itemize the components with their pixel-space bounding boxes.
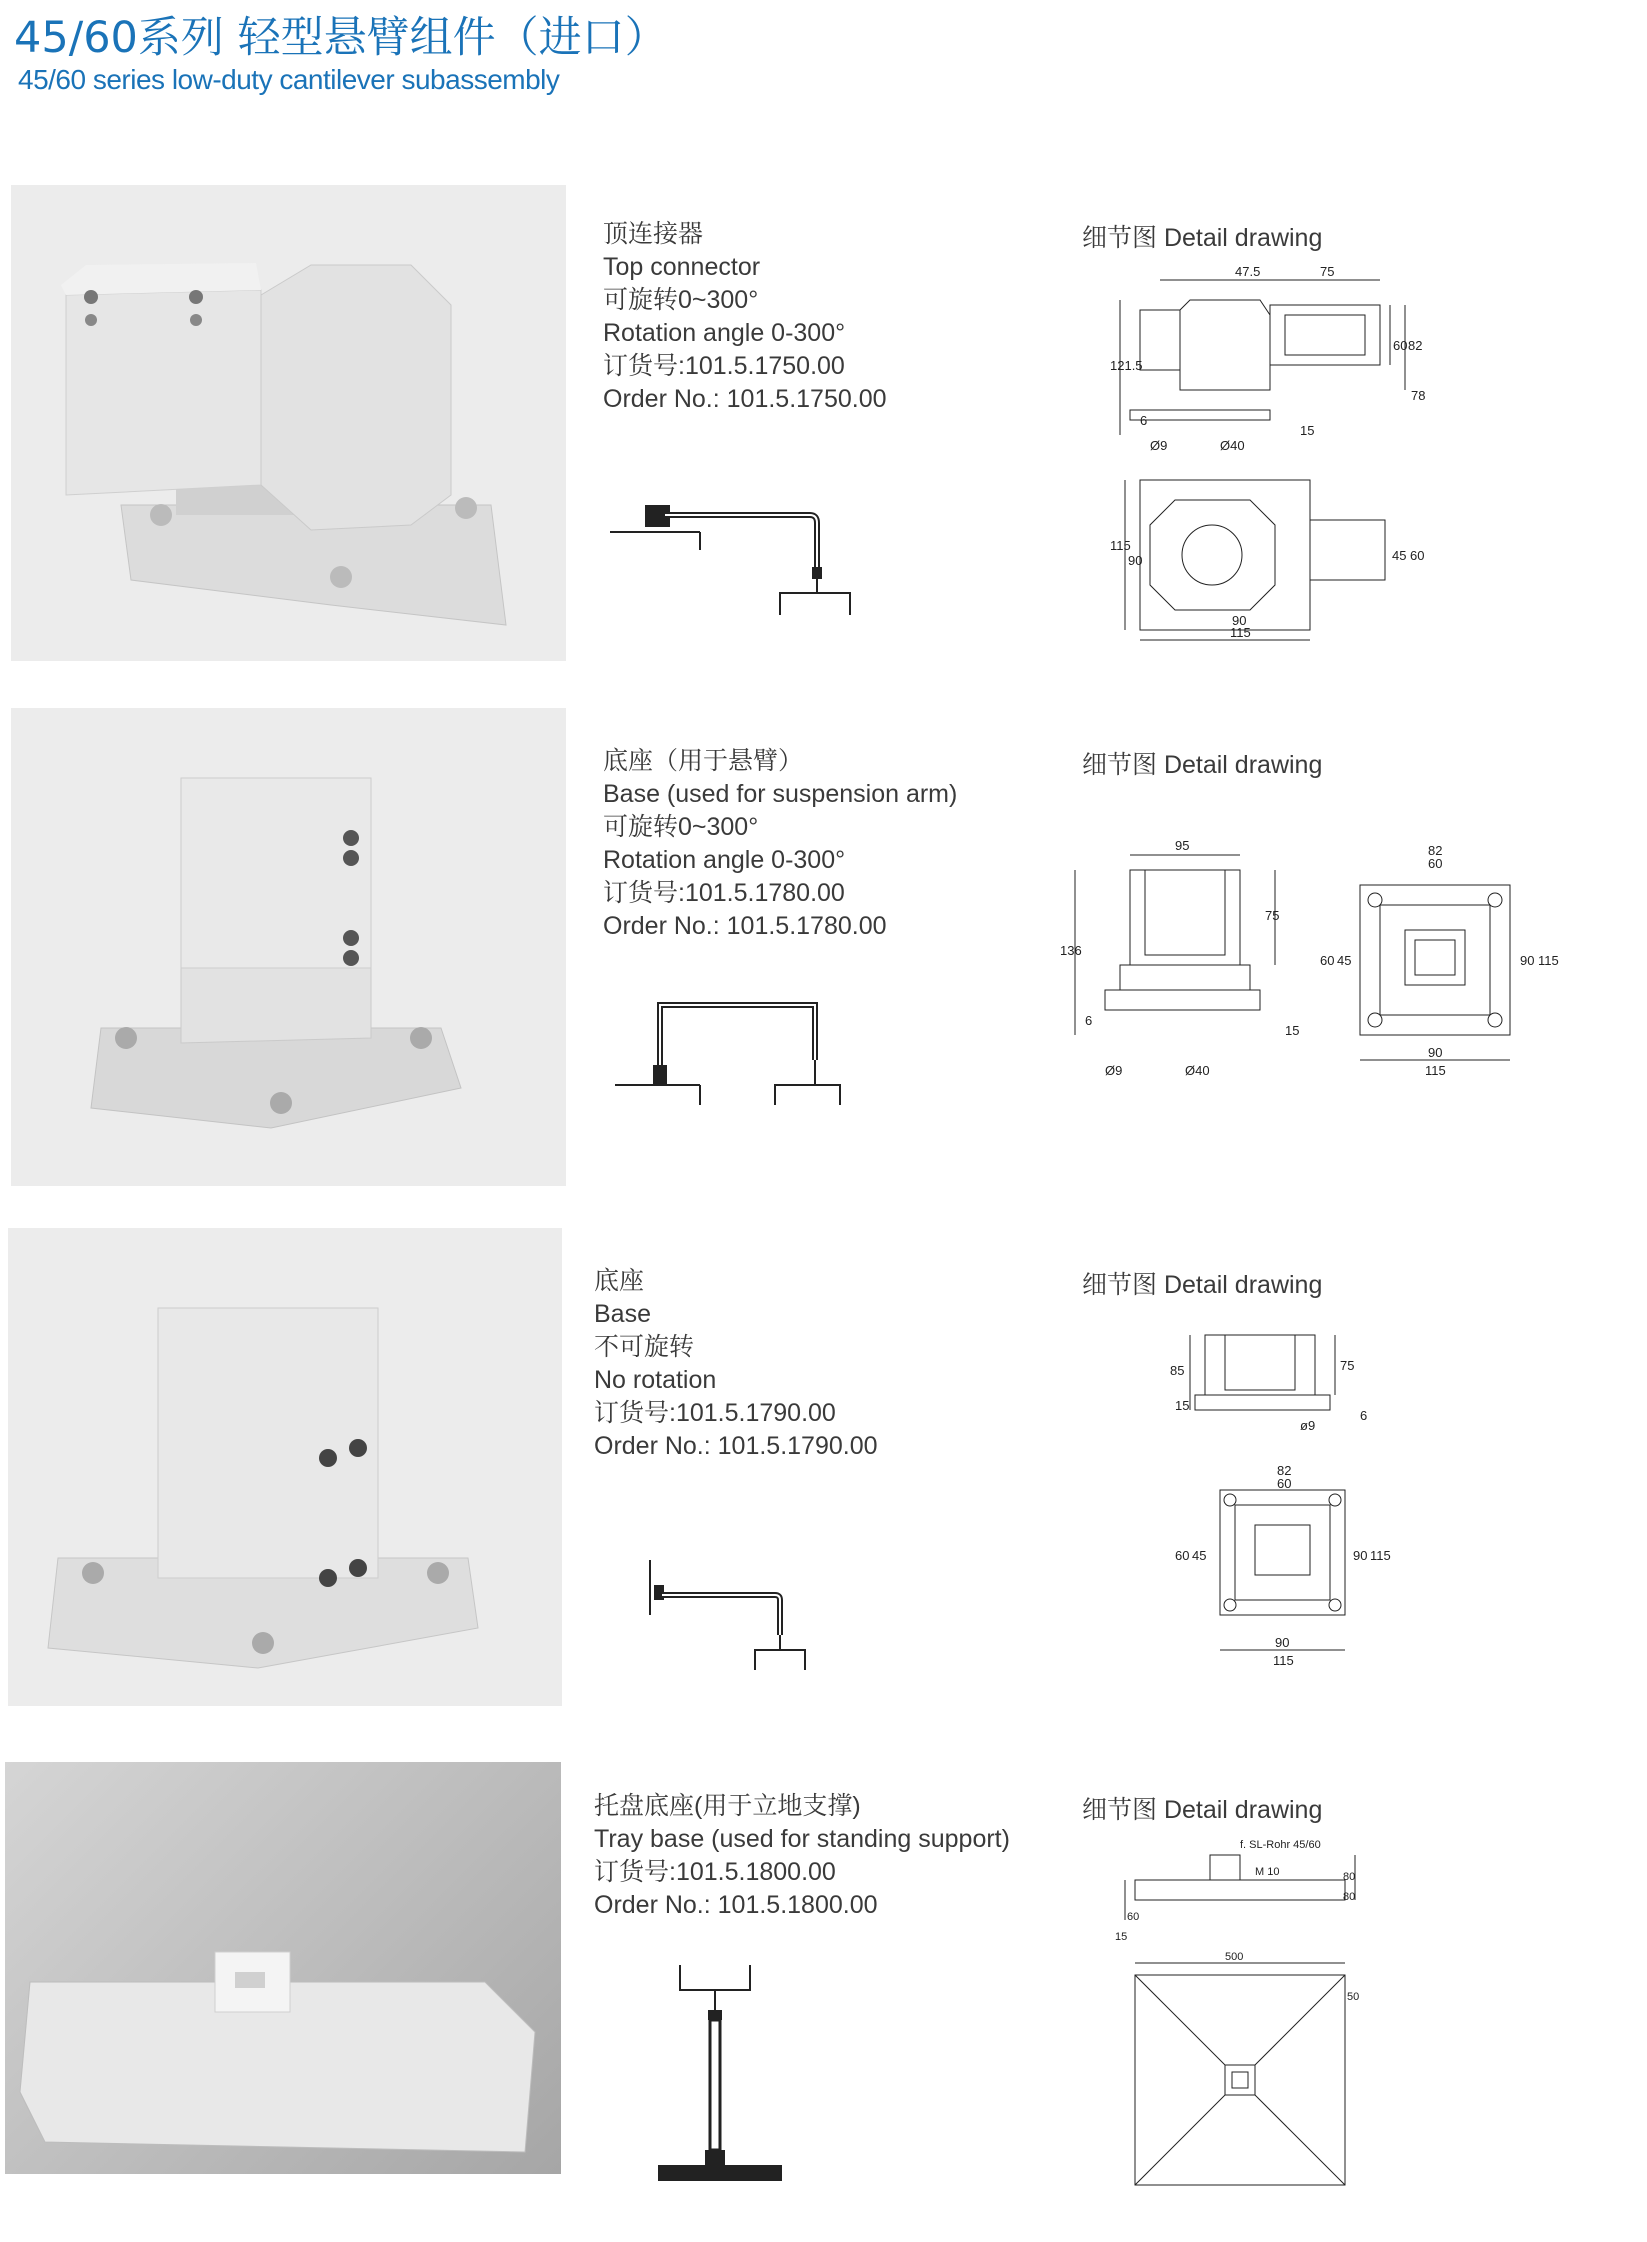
name-en: Top connector [603, 253, 761, 281]
usage-schematic [650, 1965, 790, 2200]
dim-label: 60 [1410, 548, 1425, 563]
product-description [603, 745, 957, 943]
rotation-en: No rotation [594, 1366, 717, 1394]
dim-label: 6 [1140, 413, 1148, 428]
order-no-cn: 订货号:101.5.1790.00 [594, 1399, 836, 1427]
dim-label: 95 [1175, 838, 1190, 853]
usage-schematic [640, 1555, 820, 1680]
dim-label: 45 [1337, 953, 1352, 968]
dim-label: 115 [1110, 538, 1131, 553]
dim-label: 6 [1085, 1013, 1093, 1028]
dim-label: 115 [1425, 1063, 1446, 1078]
dim-label: 121.5 [1110, 358, 1143, 373]
rotation-cn: 可旋转0~300° [603, 286, 759, 314]
rotation-cn: 不可旋转 [594, 1333, 695, 1361]
dim-label: 82 [1428, 843, 1443, 858]
dim-label: f. SL-Rohr 45/60 [1240, 1839, 1321, 1851]
dim-label: 80 [1343, 1871, 1356, 1883]
rotation-cn: 可旋转0~300° [603, 813, 759, 841]
name-cn: 底座 [594, 1267, 645, 1295]
dim-label: 90 [1128, 553, 1143, 568]
product-photo-top-connector [11, 185, 566, 661]
dim-label: 15 [1300, 423, 1315, 438]
dim-label: 115 [1538, 953, 1559, 968]
dim-label: 15 [1175, 1398, 1190, 1413]
page-subtitle: 45/60 series low-duty cantilever subassembly [18, 64, 560, 95]
dim-label: 80 [1343, 1891, 1356, 1903]
product-description [603, 218, 887, 416]
dim-label: 500 [1225, 1951, 1244, 1963]
dim-label: 82 [1408, 338, 1423, 353]
order-no-en: Order No.: 101.5.1750.00 [603, 385, 887, 413]
dim-label: 60 [1175, 1548, 1190, 1563]
dim-label: ø9 [1300, 1418, 1316, 1433]
order-no-en: Order No.: 101.5.1790.00 [594, 1432, 878, 1460]
detail-heading: 细节图 Detail drawing [1082, 224, 1323, 252]
dim-label: 75 [1265, 908, 1280, 923]
dim-label: M 10 [1255, 1866, 1280, 1878]
dim-label: 115 [1273, 1653, 1294, 1668]
detail-heading: 细节图 Detail drawing [1082, 1796, 1323, 1824]
detail-heading: 细节图 Detail drawing [1082, 1271, 1323, 1299]
rotation-en: Rotation angle 0-300° [603, 846, 846, 874]
dim-label: 136 [1060, 943, 1082, 958]
dim-label: 90 [1428, 1045, 1443, 1060]
usage-schematic [605, 475, 865, 630]
dim-label: 60 [1127, 1911, 1140, 1923]
name-cn: 底座（用于悬臂） [603, 747, 804, 775]
dim-label: Ø9 [1105, 1063, 1123, 1078]
name-cn: 托盘底座(用于立地支撑) [594, 1792, 861, 1820]
dim-label: 78 [1411, 388, 1426, 403]
dim-label: 85 [1170, 1363, 1185, 1378]
dim-label: 60 [1320, 953, 1335, 968]
dim-label: 60 [1393, 338, 1408, 353]
name-en: Base (used for suspension arm) [603, 780, 958, 808]
dim-label: 60 [1428, 856, 1443, 871]
rotation-en: Rotation angle 0-300° [603, 319, 846, 347]
dim-label: 45 [1192, 1548, 1207, 1563]
detail-drawing-base [1170, 1315, 1405, 1700]
dim-label: Ø40 [1220, 438, 1245, 453]
page-title: 45/60系列 轻型悬臂组件（进口） [14, 13, 668, 63]
dim-label: 60 [1277, 1476, 1292, 1491]
order-no-en: Order No.: 101.5.1800.00 [594, 1891, 878, 1919]
detail-drawing-tray-base [1115, 1820, 1365, 2225]
order-no-en: Order No.: 101.5.1780.00 [603, 912, 887, 940]
dim-label: Ø40 [1185, 1063, 1210, 1078]
dim-label: 15 [1115, 1931, 1128, 1943]
product-photo-tray-base [5, 1762, 561, 2174]
dim-label: 115 [1230, 625, 1251, 640]
dim-label: 90 [1520, 953, 1535, 968]
product-description [594, 1790, 1010, 1922]
dim-label: 115 [1370, 1548, 1391, 1563]
dim-label: 45 [1392, 548, 1407, 563]
dim-label: 75 [1320, 264, 1335, 279]
order-no-cn: 订货号:101.5.1780.00 [603, 879, 845, 907]
detail-drawing-base-suspension [1060, 835, 1560, 1090]
dim-label: 90 [1275, 1635, 1290, 1650]
name-en: Base [594, 1300, 651, 1328]
order-no-cn: 订货号:101.5.1800.00 [594, 1858, 836, 1886]
product-photo-base-suspension [11, 708, 566, 1186]
dim-label: 90 [1353, 1548, 1368, 1563]
dim-label: 75 [1340, 1358, 1355, 1373]
detail-heading: 细节图 Detail drawing [1082, 751, 1323, 779]
name-en: Tray base (used for standing support) [594, 1825, 1010, 1853]
usage-schematic [610, 980, 850, 1115]
dim-label: Ø9 [1150, 438, 1168, 453]
name-cn: 顶连接器 [603, 220, 704, 248]
product-description [594, 1265, 878, 1463]
dim-label: 47.5 [1235, 264, 1261, 279]
dim-label: 82 [1277, 1463, 1292, 1478]
detail-drawing-top-connector [1110, 260, 1430, 655]
order-no-cn: 订货号:101.5.1750.00 [603, 352, 845, 380]
dim-label: 90 [1232, 613, 1247, 628]
dim-label: 15 [1285, 1023, 1300, 1038]
product-photo-base [8, 1228, 562, 1706]
dim-label: 50 [1347, 1991, 1360, 2003]
dim-label: 6 [1360, 1408, 1368, 1423]
